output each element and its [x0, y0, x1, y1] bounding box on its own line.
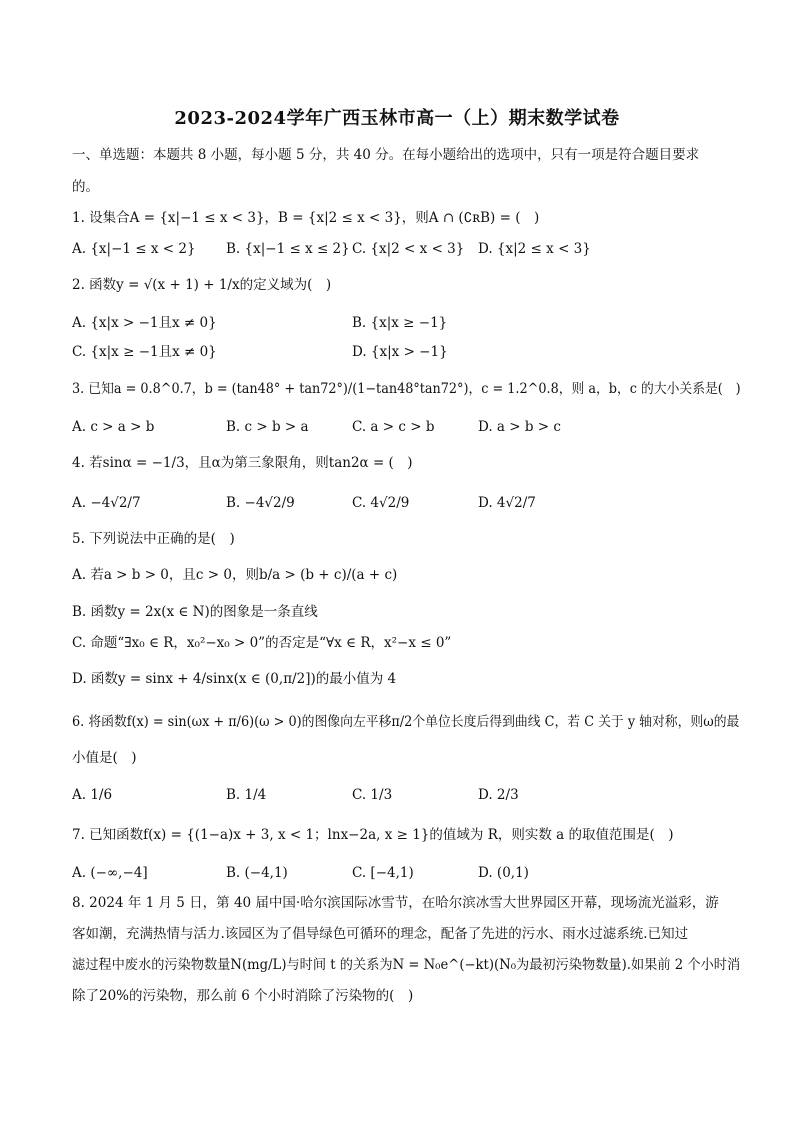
question-7-option-a: A. (−∞,−4]	[72, 865, 148, 881]
question-7-option-c: C. [−4,1)	[352, 865, 414, 881]
question-8-stem-line4: 除了20%的污染物，那么前 6 个小时消除了污染物的( )	[72, 988, 414, 1004]
question-6-option-b: B. 1/4	[226, 787, 267, 803]
question-5-stem: 5. 下列说法中正确的是( )	[72, 531, 235, 547]
question-1-option-a: A. {x|−1 ≤ x < 2}	[72, 241, 196, 257]
question-4-option-b: B. −4√2/9	[226, 495, 295, 511]
question-7-stem: 7. 已知函数f(x) = {(1−a)x + 3, x < 1；lnx−2a, x ≥ 1}的值域为 R，则实数 a 的取值范围是( )	[72, 827, 674, 843]
question-6-option-a: A. 1/6	[72, 787, 113, 803]
question-6-stem: 6. 将函数f(x) = sin(ωx + π/6)(ω > 0)的图像向左平移π/2个单位长度后得到曲线 C，若 C 关于 y 轴对称，则ω的最	[72, 714, 740, 730]
question-4-stem: 4. 若sinα = −1/3，且α为第三象限角，则tan2α = ( )	[72, 455, 413, 471]
question-2-stem: 2. 函数y = √(x + 1) + 1/x的定义域为( )	[72, 277, 332, 293]
question-3-option-d: D. a > b > c	[478, 419, 561, 435]
question-2-option-b: B. {x|x ≥ −1}	[352, 315, 448, 331]
question-7-option-d: D. (0,1)	[478, 865, 529, 881]
question-5-option-c: C. 命题“∃x₀ ∈ R，x₀²−x₀ > 0”的否定是“∀x ∈ R，x²−x ≤ 0”	[72, 635, 452, 651]
page-title: 2023-2024学年广西玉林市高一（上）期末数学试卷	[174, 108, 620, 129]
question-3-option-b: B. c > b > a	[226, 419, 309, 435]
question-8-stem: 8. 2024 年 1 月 5 日，第 40 届中国·哈尔滨国际冰雪节，在哈尔滨冰雪大世界园区开幕，现场流光溢彩，游	[72, 895, 719, 911]
question-4-option-d: D. 4√2/7	[478, 495, 536, 511]
question-6-stem-cont: 小值是( )	[72, 750, 137, 766]
question-3-stem: 3. 已知a = 0.8^0.7，b = (tan48° + tan72°)/(1−tan48°tan72°)，c = 1.2^0.8，则 a，b，c 的大小关系是( )	[72, 381, 741, 397]
question-5-option-b: B. 函数y = 2x(x ∈ N)的图象是一条直线	[72, 604, 318, 620]
question-3-option-a: A. c > a > b	[72, 419, 155, 435]
question-8-stem-line3: 滤过程中废水的污染物数量N(mg/L)与时间 t 的关系为N = N₀e^(−kt)(N₀为最初污染物数量).如果前 2 个小时消	[72, 957, 741, 973]
question-5-option-a: A. 若a > b > 0，且c > 0，则b/a > (b + c)/(a + c)	[72, 567, 398, 583]
section-header: 一、单选题：本题共 8 小题，每小题 5 分，共 40 分。在每小题给出的选项中，只有一项是符合题目要求	[72, 147, 700, 163]
question-6-option-d: D. 2/3	[478, 787, 519, 803]
question-1-stem: 1. 设集合A = {x|−1 ≤ x < 3}，B = {x|2 ≤ x < 3}，则A ∩ (∁ʀB) = ( )	[72, 210, 540, 226]
question-1-option-d: D. {x|2 ≤ x < 3}	[478, 241, 591, 257]
question-1-option-b: B. {x|−1 ≤ x ≤ 2}	[226, 241, 350, 257]
question-6-option-c: C. 1/3	[352, 787, 393, 803]
question-4-option-c: C. 4√2/9	[352, 495, 410, 511]
question-2-option-a: A. {x|x > −1且x ≠ 0}	[72, 315, 217, 331]
question-2-option-d: D. {x|x > −1}	[352, 344, 448, 360]
question-7-option-b: B. (−4,1)	[226, 865, 288, 881]
question-2-option-c: C. {x|x ≥ −1且x ≠ 0}	[72, 344, 217, 360]
question-4-option-a: A. −4√2/7	[72, 495, 141, 511]
question-1-option-c: C. {x|2 < x < 3}	[352, 241, 465, 257]
question-5-option-d: D. 函数y = sinx + 4/sinx(x ∈ (0,π/2])的最小值为 4	[72, 671, 397, 687]
question-8-stem-line2: 客如潮，充满热情与活力.该园区为了倡导绿色可循环的理念，配备了先进的污水、雨水过滤系统.已知过	[72, 926, 689, 942]
question-3-option-c: C. a > c > b	[352, 419, 435, 435]
section-header-cont: 的。	[72, 179, 99, 195]
